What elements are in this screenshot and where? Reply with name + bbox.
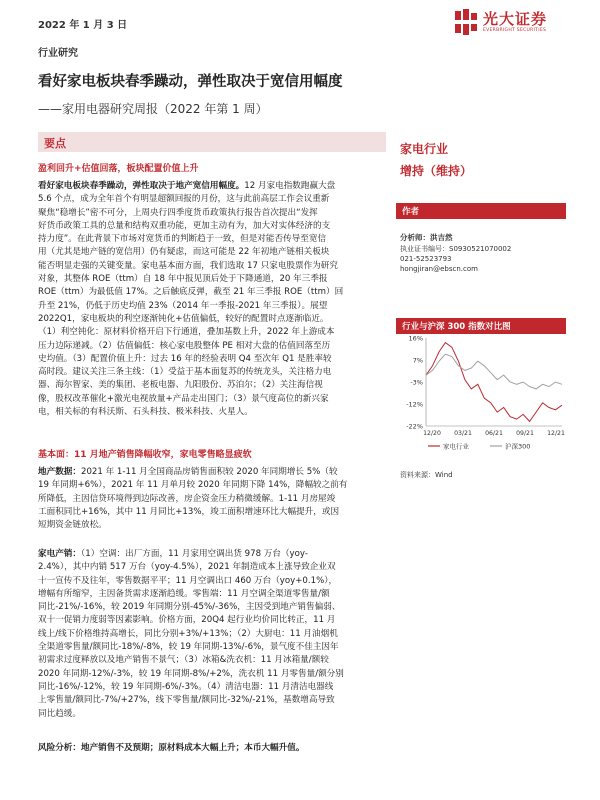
risk-analysis	[38, 742, 386, 755]
chart-x-tick-label: 12/21	[547, 430, 565, 437]
section1-line: 像，股权改革催化+激光电视放量+产品走出国门；（3）景气度高位的新兴家	[38, 393, 329, 404]
section2-lead: 地产数据：	[38, 467, 81, 477]
section2-line: 短期资金链放松。	[38, 520, 107, 531]
report-title: 看好家电板块春季躁动，弹性取决于宽信用幅度	[38, 74, 343, 90]
section1-body	[38, 180, 386, 419]
section1-line: 史均值。（3）配置价值上升：过去 16 年的经验表明 Q4 至次年 Q1 是胜率较	[38, 353, 332, 364]
chart-band-label: 行业与沪深 300 指数对比图	[402, 322, 511, 332]
section3-line: 全渠道零售量/额同比-18%/-8%，较 19 年同期-13%/-6%，景气度不佳主因年	[38, 642, 339, 653]
section1-line: 好货币政策工具的总量和结构双重功能，更加主动有为，加大对实体经济的支	[38, 220, 331, 231]
chart-y-tick-label: -12%	[406, 400, 423, 409]
section1-heading: 盈利回升+估值回落，板块配置价值上升	[38, 164, 199, 174]
section3-line: 2020 年同期-12%/-3%，较 19 年同期-8%/+2%，洗衣机 11 月零售量/额分别	[38, 668, 344, 679]
section3-line: 同比-16%/-12%，较 19 年同期-6%/-3%。（4）清洁电器：11 月清洁电器线	[38, 681, 334, 692]
chart-svg	[396, 330, 566, 460]
brand-name-en: EVERBRIGHT SECURITIES	[483, 27, 547, 33]
industry-rating: 增持（维持）	[400, 164, 473, 178]
section1-line: 升至 21%，仍低于历史均值 23%（2014 年一季报-2021 年三季报）。展望	[38, 300, 328, 311]
chart-source: 资料来源：Wind	[400, 471, 453, 479]
report-category: 行业研究	[38, 48, 78, 59]
chart-legend-label: 家电行业	[443, 442, 469, 451]
section1-line: 持力度”。在此背景下市场对宽货币的判断趋于一致，但是对能否传导至宽信	[38, 234, 327, 245]
chart-y-tick-label: -3%	[410, 378, 423, 387]
section3-line: 十一宣传不及往年，零售数据平平；11 月空调出口 460 万台（yoy+0.1%），	[38, 575, 338, 586]
section3-body: 家电产销：（1）空调：出厂方面，11 月家用空调出货 978 万台（yoy- 2.4%），其中内销 517 万台（yoy-4.5%），2021 年制造成本上涨导致企业双 十一宣传不及往年，零售数据平平；11 月空调出口 460 万台（yoy+0.1%）， 增幅有所缩窄，主因备货需求逐渐趋缓。零售端：11 月空调全渠道零售量/额 同比-21%/-16%，较 2019 年同期分别-45%/-36%，主因受到地产销售偏弱、 双十一促销力度弱等因素影响。价格方面，20Q4 起行业均价同比转正，11 月 线上/线下价格维持高增长，同比分别+3%/+13%；（2）大厨电：11 月油烟机 全渠道零售量/额同比-18%/-8%，较 19 年同期-13%/-6%，景气度不佳主因年 初需求过度释放以及地产销售不景气；（3）冰箱&洗衣机：11 月冰箱量/额较 2020 年同期-12%/-3%，较 19 年同期-8%/+2%，洗衣机 11 月零售量/额分别 同比-16%/-12%，较 19 年同期-6%/-3%。（4）清洁电器：11 月清洁电器线 上零售量/额同比-7%/+27%，线下零售量/额同比-32%/-21%，基数增高导致 同比趋缓。	[38, 548, 386, 721]
industry-name: 家电行业	[400, 142, 449, 156]
analyst-name: 分析师：洪吉然	[400, 233, 453, 242]
risk-text: 地产销售不及预期；原材料成本大幅上升；本币大幅升值。	[80, 743, 305, 753]
section1-lead: 看好家电板块春季躁动，弹性取决于地产宽信用幅度。	[38, 181, 245, 191]
section1-line: 对象，其整体 ROE（ttm）自 18 年中报见顶后处于下降通道，20 年三季报	[38, 274, 328, 285]
chart-y-tick-label: -22%	[406, 422, 423, 431]
section1-line: 5.6 个点，成为全年首个有明显超额回报的月份，这与此前高层工作会议重新	[38, 194, 330, 205]
report-date: 2022 年 1 月 3 日	[38, 20, 128, 31]
section3-line: 同比-21%/-16%，较 2019 年同期分别-45%/-36%，主因受到地产销售偏弱、	[38, 602, 341, 613]
section1-line: （1）利空钝化：原材料价格开启下行通道，叠加基数上升，2022 年上游成本	[38, 327, 335, 338]
section3-line: 线上/线下价格维持高增长，同比分别+3%/+13%；（2）大厨电：11 月油烟机	[38, 628, 338, 639]
section2-line: 所降低，主因信贷环境得到边际改善，房企资金压力稍微缓解。1-11 月房屋竣	[38, 493, 336, 504]
summary-band	[38, 132, 386, 152]
index-comparison-chart	[396, 330, 566, 460]
chart-x-tick-label: 03/21	[454, 430, 472, 437]
summary-label: 要点	[44, 137, 66, 150]
section3-lead: 家电产销：	[38, 549, 81, 559]
section1-first-line: 看好家电板块春季躁动，弹性取决于地产宽信用幅度。12 月家电指数跑赢大盘	[38, 181, 336, 191]
section1-line: 能否明显走强的关键变量。家电基本面方面，我们选取 17 只家电股票作为研究	[38, 260, 338, 271]
chart-legend-label: 沪深300	[505, 442, 531, 451]
section3-line: 上零售量/额同比-7%/+27%，线下零售量/额同比-32%/-21%，基数增高导致	[38, 695, 335, 706]
section2-line: 19 年同期+6%），2021 年 11 月单月较 2020 年同期下降 14%，降幅较之前有	[38, 480, 348, 491]
report-subtitle: ——家用电器研究周报（2022 年第 1 周）	[38, 102, 268, 116]
section1-line: 2022Q1，家电板块的利空逐渐钝化+估值偏低，较好的配置时点逐渐临近。	[38, 313, 329, 324]
section1-line: 电，相关标的有科沃斯、石头科技、极米科技、火星人。	[38, 407, 253, 418]
section3-line: 增幅有所缩窄，主因备货需求逐渐趋缓。零售端：11 月空调全渠道零售量/额	[38, 588, 330, 599]
section1-line: 器、海尔智家、美的集团、老板电器、九阳股份、苏泊尔；（2）关注海信视	[38, 380, 323, 391]
analyst-license: 执业证书编号：S0930521070002	[400, 245, 512, 253]
chart-series-line-csi300	[426, 354, 562, 389]
risk-label: 风险分析：	[38, 743, 81, 753]
analyst-email[interactable]: hongjiran@ebscn.com	[400, 265, 478, 273]
author-band-label: 作者	[402, 207, 420, 217]
brand-name-cn: 光大证券	[483, 9, 548, 28]
author-band	[396, 203, 566, 219]
section3-line: 双十一促销力度弱等因素影响。价格方面，20Q4 起行业均价同比转正，11 月	[38, 615, 336, 626]
analyst-phone: 021-52523793	[400, 255, 452, 263]
section1-line: 高时段。建议关注三条主线：（1）受益于基本面复苏的传统龙头，关注格力电	[38, 367, 332, 378]
section2-line: 工面积同比+16%，其中 11 月同比+13%，竣工面积增速环比大幅提升，或因	[38, 506, 340, 517]
company-logo	[455, 6, 595, 38]
section2-body: 地产数据：2021 年 1-11 月全国商品房销售面积较 2020 年同期增长 5%（较 19 年同期+6%），2021 年 11 月单月较 2020 年同期下降 14%，降幅较之前有 所降低，主因信贷环境得到边际改善，房企资金压力稍微缓解。1-11 月房屋竣 工面积同比+16%，其中 11 月同比+13%，竣工面积增速环比大幅提升，或因 短期资金链放松。	[38, 466, 386, 532]
section1-line: 用（尤其是地产链的宽信用）仍有疑虑，而这可能是 22 年初地产链相关板块	[38, 247, 330, 258]
chart-y-tick-label: 16%	[408, 334, 423, 343]
section3-line: 同比趋缓。	[38, 708, 81, 719]
section3-line: 初需求过度释放以及地产销售不景气；（3）冰箱&洗衣机：11 月冰箱量/额较	[38, 655, 329, 666]
section1-line: 压力边际递减。（2）估值偏低：核心家电股整体 PE 相对大盘的估值回落至历	[38, 340, 331, 351]
chart-x-tick-label: 09/21	[516, 430, 534, 437]
section3-line: 2.4%），其中内销 517 万台（yoy-4.5%），2021 年制造成本上涨导致企业双	[38, 562, 336, 573]
section1-line: ROE（ttm）为最低值 17%。之后触底反弹，截至 21 年三季报 ROE（ttm）回	[38, 287, 344, 298]
everbright-logo-icon	[455, 9, 477, 35]
chart-x-tick-label: 12/20	[423, 430, 441, 437]
section1-line: 聚焦“稳增长”密不可分，上周央行四季度货币政策执行报告首次提出“发挥	[38, 207, 318, 218]
chart-x-tick-label: 06/21	[485, 430, 503, 437]
chart-y-tick-label: 7%	[412, 356, 423, 365]
section2-heading: 基本面：11 月地产销售降幅收窄，家电零售略显疲软	[38, 450, 252, 460]
